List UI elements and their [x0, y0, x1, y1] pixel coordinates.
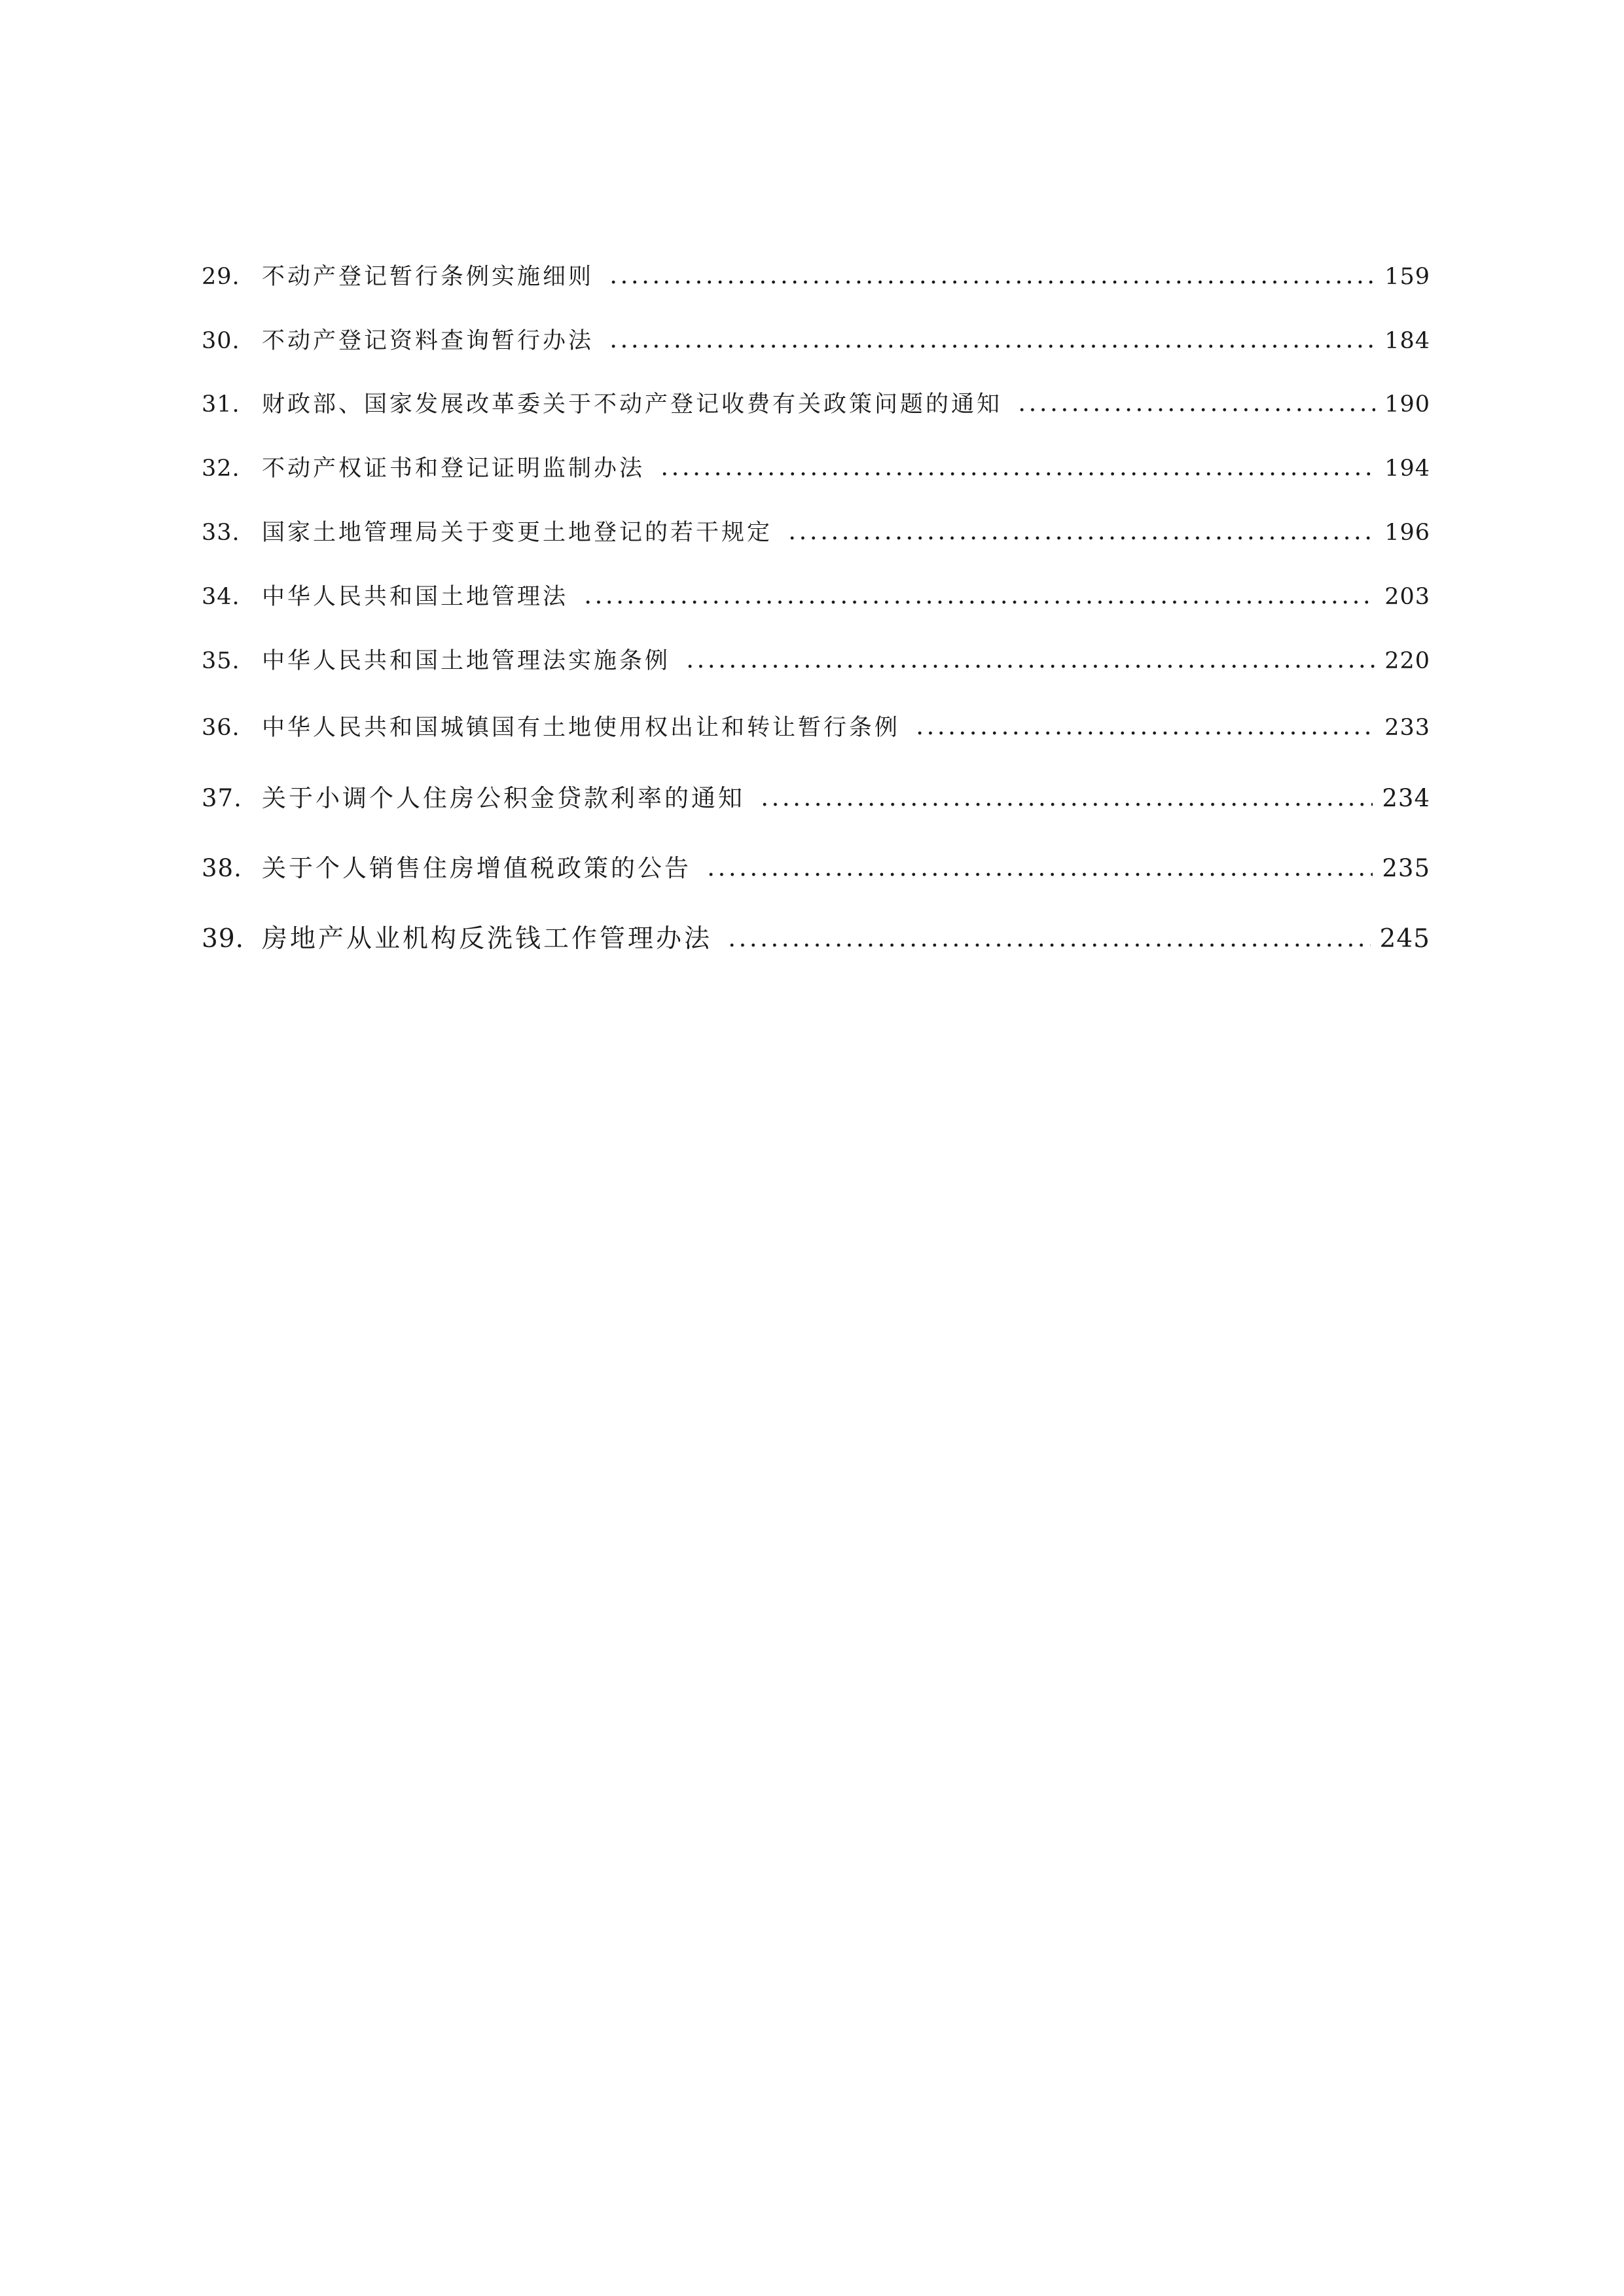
- toc-entry-number: 36.: [202, 715, 240, 741]
- toc-entry[interactable]: [202, 645, 1430, 677]
- toc-entry-page: 196: [1384, 520, 1430, 546]
- toc-entry-number: 38.: [202, 854, 242, 882]
- toc-entry-number: 37.: [202, 784, 242, 812]
- toc-entry-number: 35.: [202, 648, 240, 674]
- toc-entry[interactable]: [202, 923, 1430, 956]
- dot-leader: [727, 943, 1371, 947]
- toc-entry-page: 233: [1384, 715, 1430, 741]
- toc-entry[interactable]: [202, 852, 1430, 885]
- dot-leader: [583, 600, 1375, 604]
- toc-entry-title: 不动产登记暂行条例实施细则: [262, 264, 594, 290]
- dot-leader: [914, 731, 1375, 735]
- dot-leader: [706, 872, 1373, 876]
- toc-entry[interactable]: [202, 711, 1430, 744]
- toc-entry-number: 33.: [202, 520, 240, 546]
- toc-entry-page: 159: [1384, 264, 1430, 290]
- dot-leader: [1017, 408, 1375, 412]
- toc-entry[interactable]: [202, 325, 1430, 357]
- toc-entry-title: 不动产权证书和登记证明监制办法: [262, 456, 645, 482]
- toc-entry-number: 34.: [202, 584, 240, 610]
- toc-entry-page: 220: [1384, 648, 1430, 674]
- toc-entry[interactable]: [202, 581, 1430, 613]
- toc-entry[interactable]: [202, 388, 1430, 421]
- dot-leader: [608, 344, 1375, 348]
- toc-entry-page: 184: [1384, 328, 1430, 354]
- toc-entry-number: 29.: [202, 264, 240, 290]
- toc-entry-page: 203: [1384, 584, 1430, 610]
- toc-entry-page: 194: [1384, 456, 1430, 482]
- toc-entry-title: 中华人民共和国土地管理法实施条例: [262, 648, 671, 674]
- toc-entry-page: 235: [1382, 854, 1430, 882]
- toc-entry[interactable]: [202, 516, 1430, 549]
- toc-entry-page: 190: [1384, 391, 1430, 418]
- toc-entry-number: 31.: [202, 391, 240, 418]
- toc-entry-title: 房地产从业机构反洗钱工作管理办法: [262, 924, 713, 954]
- toc-entry-title: 财政部、国家发展改革委关于不动产登记收费有关政策问题的通知: [262, 391, 1003, 418]
- toc-entry[interactable]: [202, 260, 1430, 293]
- toc-entry-page: 234: [1382, 784, 1430, 812]
- dot-leader: [685, 664, 1375, 668]
- dot-leader: [659, 472, 1375, 476]
- toc-entry-page: 245: [1379, 924, 1430, 954]
- toc-entry-title: 不动产登记资料查询暂行办法: [262, 328, 594, 354]
- dot-leader: [759, 802, 1373, 806]
- toc-entry[interactable]: [202, 782, 1430, 815]
- toc-entry-number: 32.: [202, 456, 240, 482]
- toc-entry-number: 30.: [202, 328, 240, 354]
- toc-entry[interactable]: [202, 452, 1430, 485]
- toc-entry-title: 关于小调个人住房公积金贷款利率的通知: [262, 784, 745, 812]
- dot-leader: [787, 536, 1375, 540]
- toc-entry-title: 中华人民共和国城镇国有土地使用权出让和转让暂行条例: [262, 715, 901, 741]
- dot-leader: [608, 280, 1375, 284]
- toc-entry-title: 国家土地管理局关于变更土地登记的若干规定: [262, 520, 773, 546]
- toc-entry-title: 中华人民共和国土地管理法: [262, 584, 569, 610]
- toc-entry-number: 39.: [202, 924, 245, 954]
- toc-entry-title: 关于个人销售住房增值税政策的公告: [262, 854, 691, 882]
